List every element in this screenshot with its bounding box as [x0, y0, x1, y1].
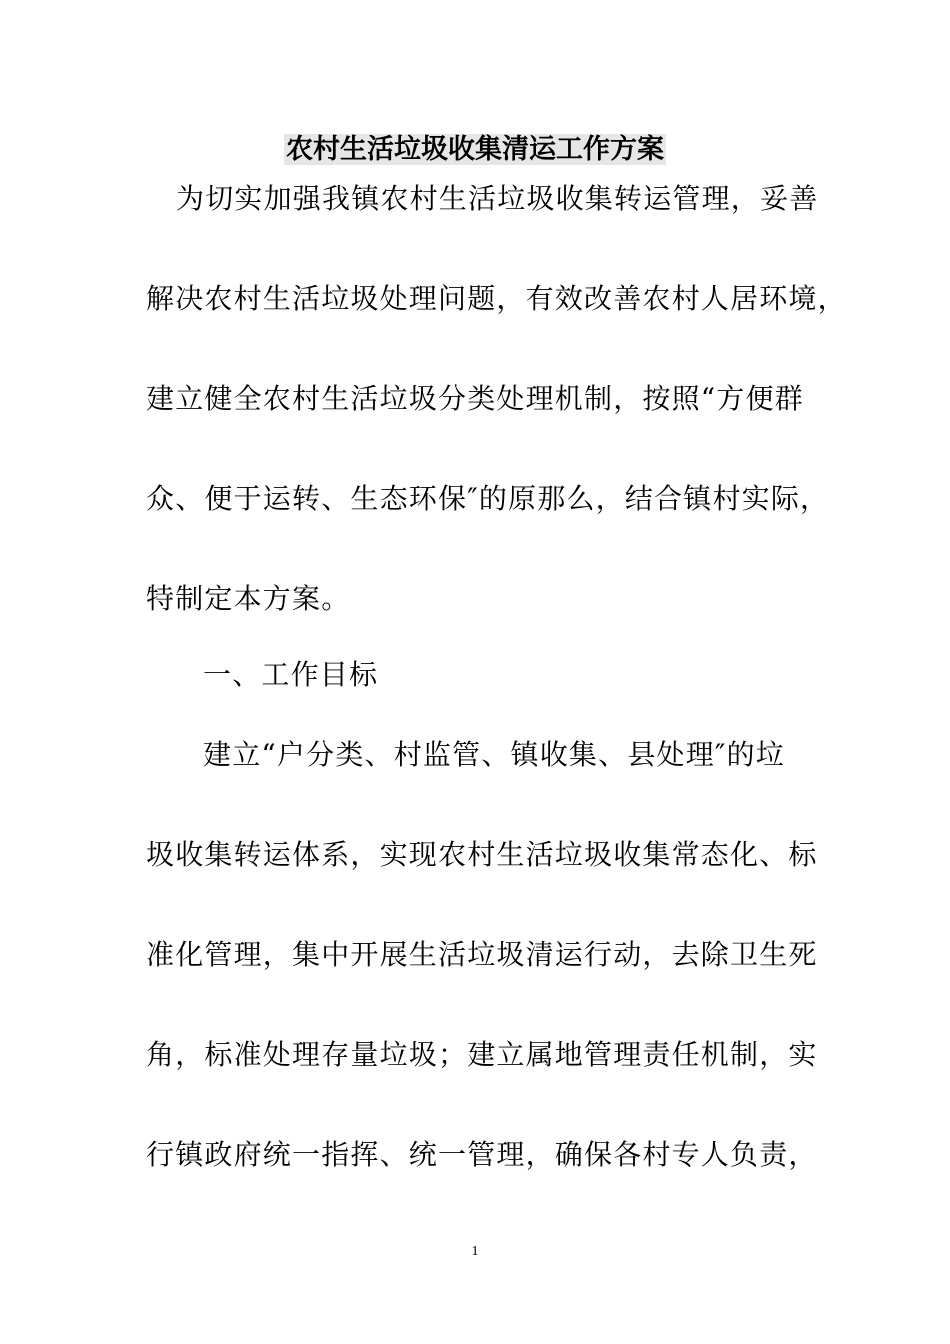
- body-line: 特制定本方案。: [146, 582, 351, 615]
- document-title-text: 农村生活垃圾收集清运工作方案: [286, 134, 664, 165]
- body-line: 角，标准处理存量垃圾；建立属地管理责任机制，实: [146, 1038, 818, 1071]
- body-line: 建立“户分类、村监管、镇收集、县处理″的垃: [203, 738, 785, 771]
- body-line: 为切实加强我镇农村生活垃圾收集转运管理，妥善: [176, 182, 819, 215]
- body-line: 准化管理，集中开展生活垃圾清运行动，去除卫生死: [146, 938, 818, 971]
- body-line: 解决农村生活垃圾处理问题，有效改善农村人居环境，: [146, 282, 847, 315]
- body-line: 圾收集转运体系，实现农村生活垃圾收集常态化、标: [146, 838, 818, 871]
- body-line: 众、便于运转、生态环保″的原那么，结合镇村实际，: [146, 482, 830, 515]
- document-title: [0, 128, 950, 172]
- page-number: 1: [471, 1244, 479, 1259]
- section-heading: 一、工作目标: [203, 658, 379, 691]
- body-line: 建立健全农村生活垃圾分类处理机制，按照“方便群: [146, 382, 804, 415]
- body-line: 行镇政府统一指挥、统一管理，确保各村专人负责，: [146, 1138, 818, 1171]
